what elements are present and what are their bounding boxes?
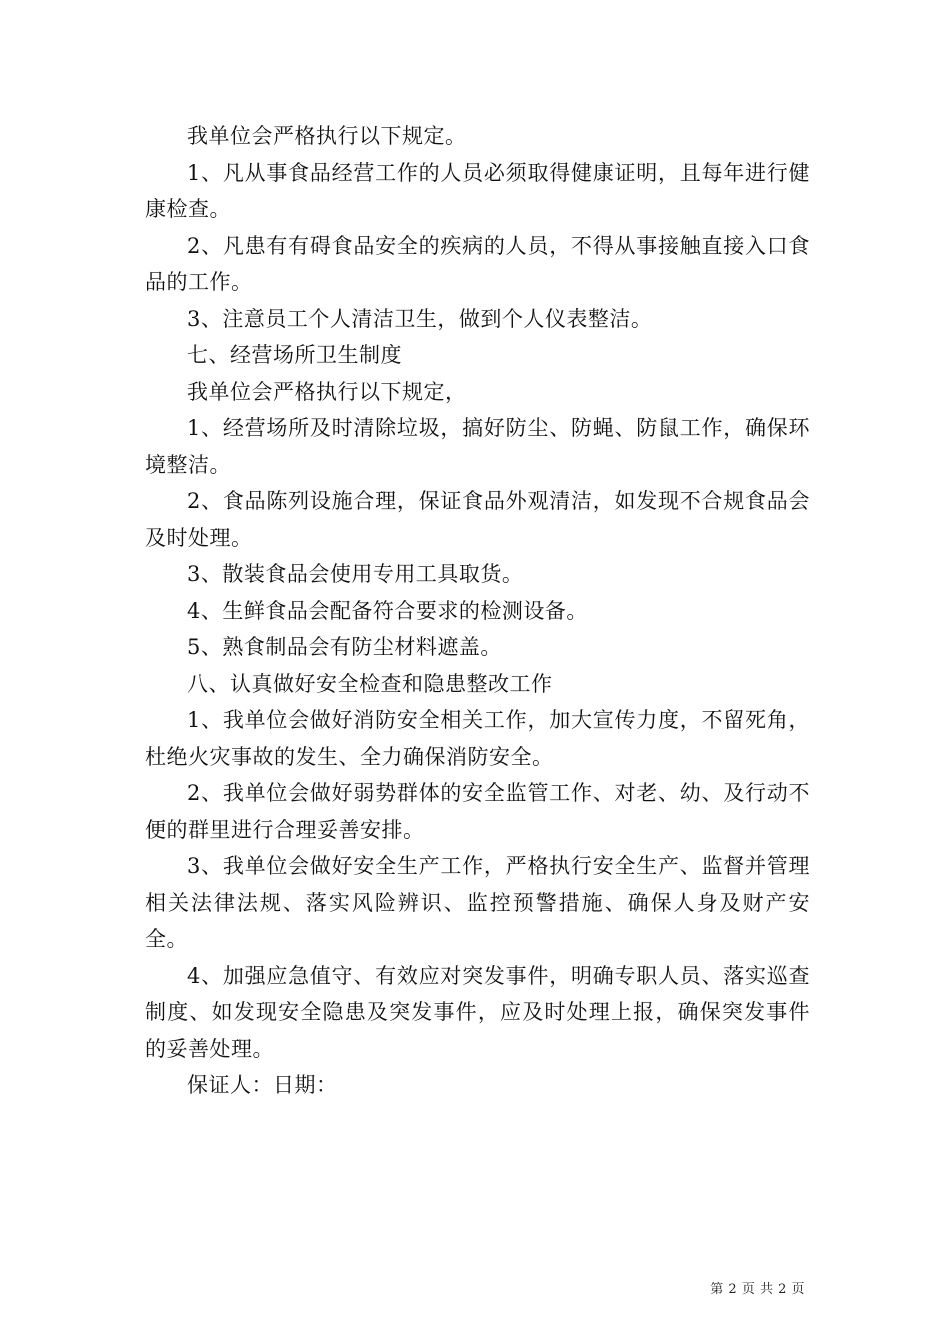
paragraph: 2、我单位会做好弱势群体的安全监管工作、对老、幼、及行动不便的群里进行合理妥善安排。 — [145, 781, 810, 842]
paragraph: 我单位会严格执行以下规定， — [187, 379, 467, 404]
section-heading: 七、经营场所卫生制度 — [187, 343, 402, 367]
paragraph: 2、凡患有有碍食品安全的疾病的人员，不得从事接触直接入口食品的工作。 — [145, 233, 810, 294]
paragraph: 3、我单位会做好安全生产工作，严格执行安全生产、监督并管理相关法律法规、落实风险辨识、监控预警措施、确保人身及财产安全。 — [145, 854, 810, 951]
paragraph: 我单位会严格执行以下规定。 — [187, 124, 467, 148]
paragraph: 4、生鲜食品会配备符合要求的检测设备。 — [187, 598, 588, 623]
page-number-footer: 第 2 页 共 2 页 — [710, 1282, 805, 1297]
signature-line: 保证人：日期： — [187, 1073, 338, 1097]
paragraph: 1、经营场所及时清除垃圾，搞好防尘、防蝇、防鼠工作，确保环境整洁。 — [145, 416, 810, 477]
section-heading: 八、认真做好安全检查和隐患整改工作 — [187, 671, 553, 696]
paragraph: 3、注意员工个人清洁卫生，做到个人仪表整洁。 — [187, 306, 653, 331]
paragraph: 4、加强应急值守、有效应对突发事件，明确专职人员、落实巡查制度、如发现安全隐患及突发事件，应及时处理上报，确保突发事件的妥善处理。 — [145, 963, 810, 1061]
paragraph: 5、熟食制品会有防尘材料遮盖。 — [187, 635, 502, 659]
document-body — [145, 118, 810, 1104]
paragraph: 2、食品陈列设施合理，保证食品外观清洁，如发现不合规食品会及时处理。 — [145, 489, 810, 550]
paragraph: 1、我单位会做好消防安全相关工作，加大宣传力度，不留死角，杜绝火灾事故的发生、全力确保消防安全。 — [145, 708, 810, 769]
paragraph: 1、凡从事食品经营工作的人员必须取得健康证明，且每年进行健康检查。 — [145, 160, 810, 221]
paragraph: 3、散装食品会使用专用工具取货。 — [187, 562, 524, 586]
